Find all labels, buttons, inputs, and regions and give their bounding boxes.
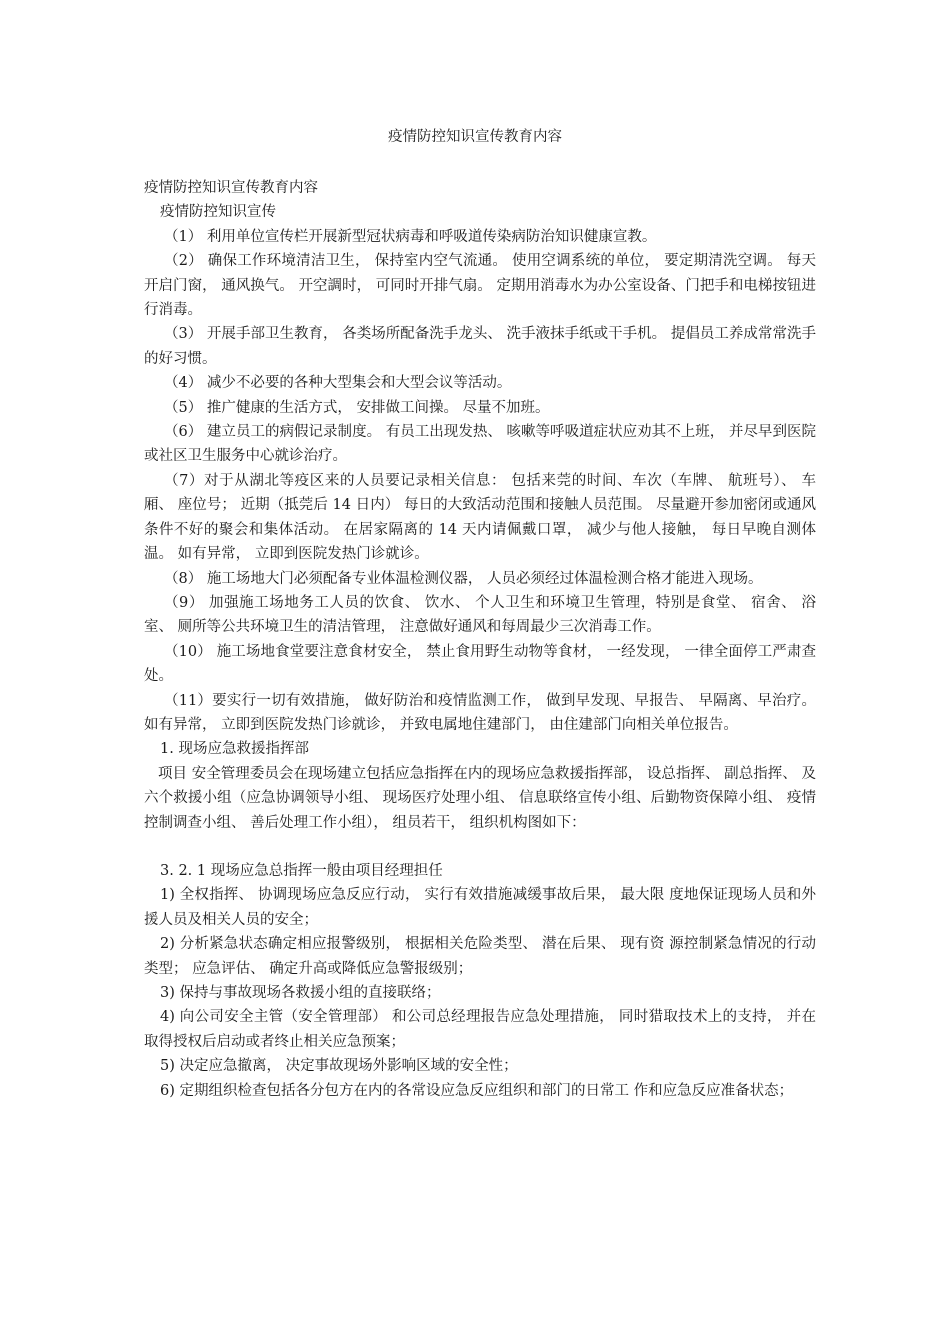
document-body — [144, 176, 816, 1103]
duty-4: 4) 向公司安全主管（安全管理部） 和公司总经理报告应急处理措施， 同时猎取技术上的支持， 并在取得授权后启动或者终止相关应急预案； — [144, 1009, 816, 1050]
document-title: 疫情防控知识宣传教育内容 — [388, 129, 562, 145]
subheading: 疫情防控知识宣传 — [160, 204, 276, 221]
item-6: （6） 建立员工的病假记录制度。 有员工出现发热、 咳嗽等呼吸道症状应劝其不上班， 并尽早到医院或社区卫生服务中心就诊治疗。 — [144, 424, 816, 465]
item-11: （11）要实行一切有效措施， 做好防治和疫情监测工作， 做到早发现、早报告、 早隔离、早治疗。 如有异常， 立即到医院发热门诊就诊， 并致电属地住建部门， 由住建部门向相关单位报告。 — [144, 692, 816, 733]
item-7: （7）对于从湖北等疫区来的人员要记录相关信息： 包括来莞的时间、车次（车牌、 航班号）、 车厢、 座位号； 近期（抵莞后 14 日内） 每日的大致活动范围和接触人员范围。 尽量避开参加密闭或通风条件不好的聚会和集体活动。 在居家隔离的 14 天内请佩戴口罩， 减少与他人接触， 每日早晚自测体温。 如有异常， 立即到医院发热门诊就诊。 — [144, 472, 816, 563]
item-8: （8） 施工场地大门必须配备专业体温检测仪器， 人员必须经过体温检测合格才能进入现场。 — [164, 570, 763, 587]
duty-3: 3) 保持与事故现场各救援小组的直接联络； — [160, 985, 441, 1001]
section2-heading: 3. 2. 1 现场应急总指挥一般由项目经理担任 — [160, 862, 443, 879]
heading: 疫情防控知识宣传教育内容 — [144, 180, 318, 196]
item-9: （9） 加强施工场地务工人员的饮食、 饮水、 个人卫生和环境卫生管理，特别是食堂、 宿舍、 浴室、 厕所等公共环境卫生的清洁管理， 注意做好通风和每周最少三次消毒工作。 — [144, 594, 816, 636]
item-1: （1） 利用单位宣传栏开展新型冠状病毒和呼吸道传染病防治知识健康宣教。 — [164, 228, 657, 245]
duty-2: 2) 分析紧急状态确定相应报警级别， 根据相关危险类型、 潜在后果、 现有资 源控制紧急情况的行动类型； 应急评估、 确定升高或降低应急警报级别； — [144, 936, 816, 977]
duty-1: 1) 全权指挥、 协调现场应急反应行动， 实行有效措施减缓事故后果， 最大限 度地保证现场人员和外援人员及相关人员的安全； — [144, 887, 816, 928]
item-2: （2） 确保工作环境清洁卫生， 保持室内空气流通。 使用空调系统的单位， 要定期清洗空调。 每天开启门窗， 通风换气。 开空調时， 可同时开排气扇。 定期用消毒水为办公室设备、门把手和电梯按钮进行消毒。 — [144, 253, 816, 319]
item-5: （5） 推广健康的生活方式， 安排做工间操。 尽量不加班。 — [164, 399, 550, 416]
spacer — [144, 835, 816, 859]
duty-6: 6) 定期组织检查包括各分包方在内的各常设应急反应组织和部门的日常工 作和应急反应准备状态； — [160, 1082, 794, 1099]
section1-body: 项目 安全管理委员会在现场建立包括应急指挥在内的现场应急救援指挥部， 设总指挥、 副总指挥、 及六个救援小组（应急协调领导小组、 现场医疗处理小组、 信息联络宣传小组、后勤物资保障小组、 疫情控制调查小组、 善后处理工作小组）， 组员若干， 组织机构图如下： — [144, 765, 816, 831]
duty-5: 5) 决定应急撤离， 决定事故现场外影响区域的安全性； — [160, 1058, 518, 1075]
item-10: （10） 施工场地食堂要注意食材安全， 禁止食用野生动物等食材， 一经发现， 一律全面停工严肃查处。 — [144, 643, 816, 685]
section1-heading: 1. 现场应急救援指挥部 — [160, 741, 309, 758]
item-3: （3） 开展手部卫生教育， 各类场所配备洗手龙头、 洗手液抹手纸或干手机。 提倡员工养成常常洗手的好习惯。 — [144, 326, 816, 367]
item-4: （4） 减少不必要的各种大型集会和大型会议等活动。 — [164, 375, 512, 392]
